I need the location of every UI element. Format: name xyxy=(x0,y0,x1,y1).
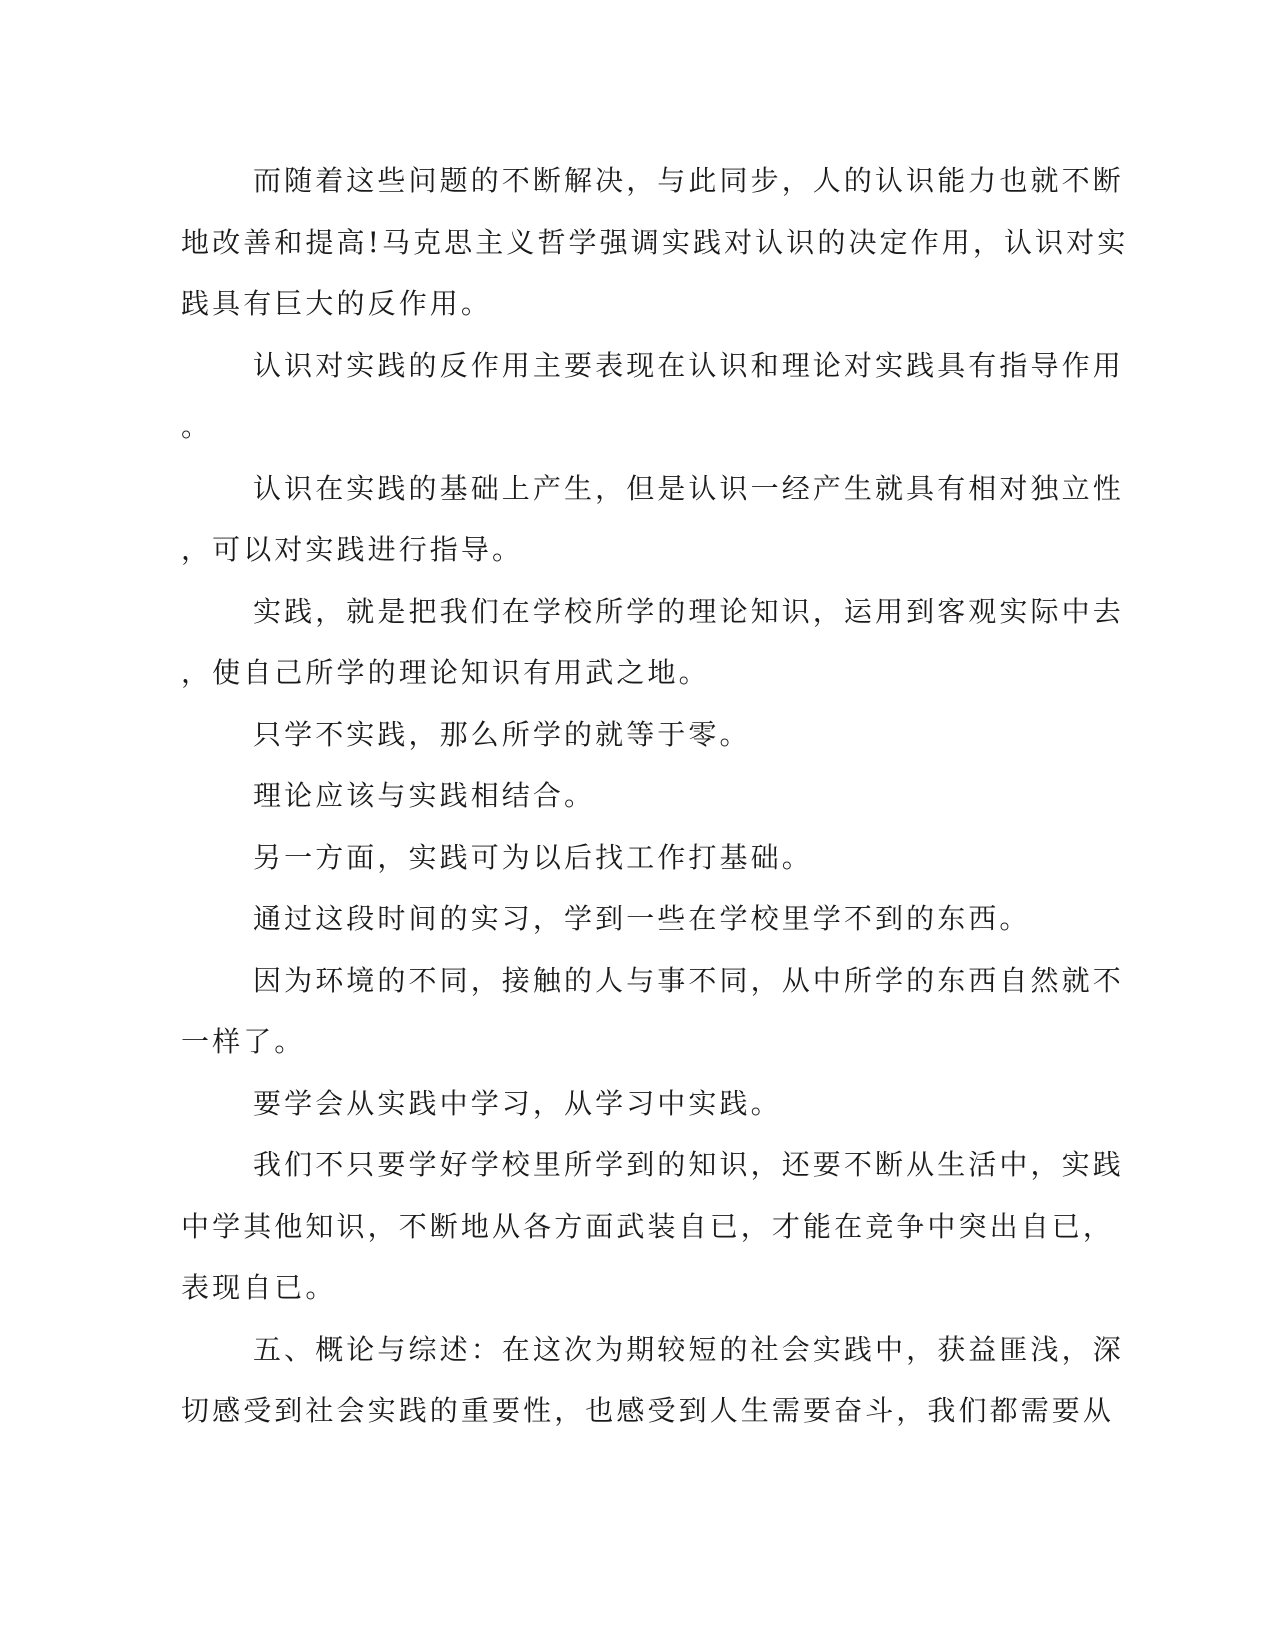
text-line: ，使自己所学的理论知识有用武之地。 xyxy=(181,656,710,689)
text-line: 地改善和提高!马克思主义哲学强调实践对认识的决定作用，认识对实 xyxy=(181,225,1129,259)
paragraph xyxy=(181,704,1031,766)
paragraph xyxy=(181,1319,1124,1442)
text-line: 践具有巨大的反作用。 xyxy=(181,287,493,320)
text-line: 实践，就是把我们在学校所学的理论知识，运用到客观实际中去 xyxy=(253,594,1124,628)
text-line: 通过这段时间的实习，学到一些在学校里学不到的东西。 xyxy=(253,902,1031,935)
text-line: 五、概论与综述：在这次为期较短的社会实践中，获益匪浅，深 xyxy=(253,1332,1124,1366)
paragraph xyxy=(181,150,1129,335)
text-line: 另一方面，实践可为以后找工作打基础。 xyxy=(253,840,813,874)
text-line: 切感受到社会实践的重要性，也感受到人生需要奋斗，我们都需要从 xyxy=(181,1394,1115,1427)
text-line: ，可以对实践进行指导。 xyxy=(181,533,524,566)
text-line: 表现自已。 xyxy=(181,1271,337,1304)
text-line: 而随着这些问题的不断解决，与此同步，人的认识能力也就不断 xyxy=(253,164,1124,197)
text-line: 因为环境的不同，接触的人与事不同，从中所学的东西自然就不 xyxy=(253,963,1124,997)
paragraph xyxy=(181,827,1031,889)
text-line: 一样了。 xyxy=(181,1025,306,1058)
text-line: 只学不实践，那么所学的就等于零。 xyxy=(253,717,751,751)
paragraph xyxy=(181,765,1031,827)
paragraph xyxy=(181,458,1124,581)
text-line: 我们不只要学好学校里所学到的知识，还要不断从生活中，实践 xyxy=(253,1148,1124,1181)
text-line: 理论应该与实践相结合。 xyxy=(253,779,596,812)
paragraph xyxy=(181,335,1124,458)
text-line: 认识对实践的反作用主要表现在认识和理论对实践具有指导作用 xyxy=(253,348,1124,382)
text-line: 。 xyxy=(181,410,213,443)
paragraph xyxy=(181,1073,1031,1135)
paragraph xyxy=(181,1134,1124,1319)
paragraph xyxy=(181,950,1124,1073)
paragraph xyxy=(181,581,1124,704)
text-line: 要学会从实践中学习，从学习中实践。 xyxy=(253,1086,782,1120)
document-page xyxy=(181,150,1129,1442)
text-line: 中学其他知识，不断地从各方面武装自已，才能在竞争中突出自已， xyxy=(181,1209,1115,1243)
text-line: 认识在实践的基础上产生，但是认识一经产生就具有相对独立性 xyxy=(253,471,1124,505)
paragraph xyxy=(181,888,1031,950)
